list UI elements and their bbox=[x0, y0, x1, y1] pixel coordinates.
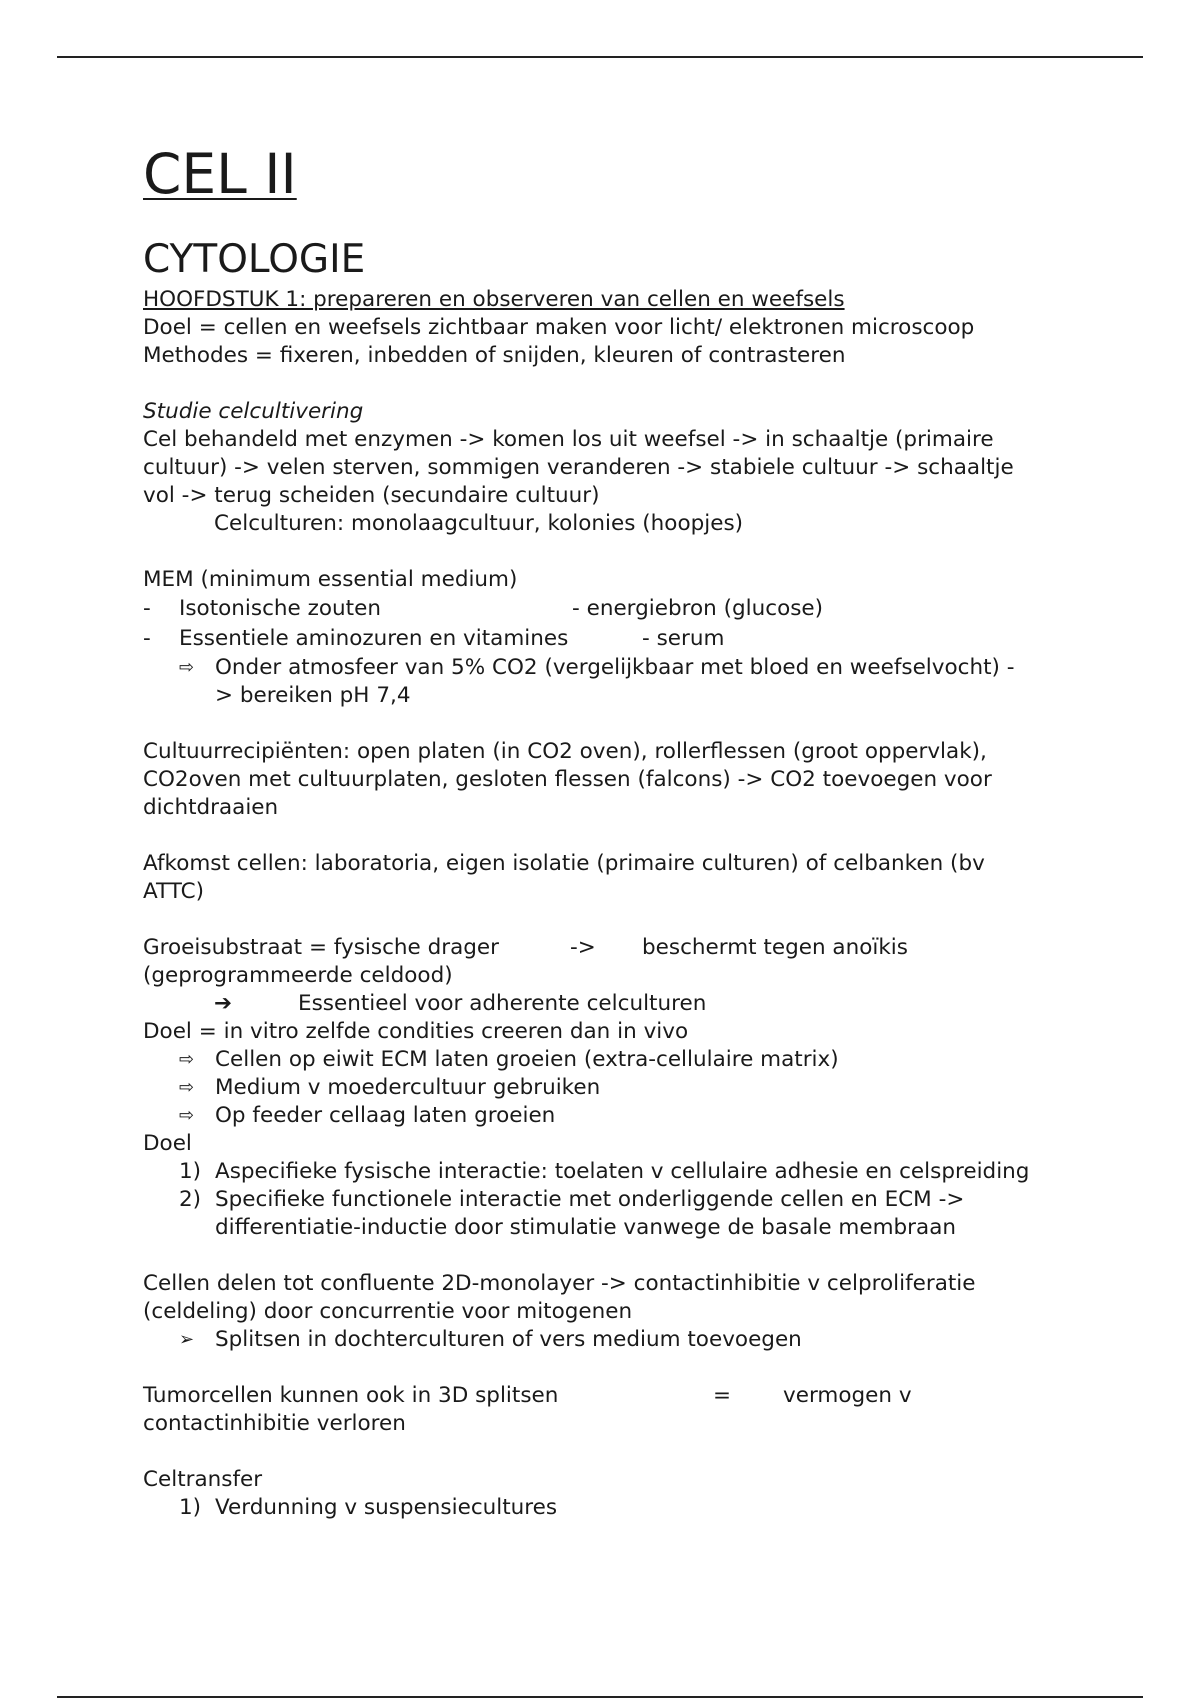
arrow-outline-icon: ⇨ bbox=[179, 657, 195, 678]
paragraph-line: Cellen delen tot confluente 2D-monolayer -> contactinhibitie v celproliferatie bbox=[143, 1271, 976, 1296]
paragraph-line: cultuur) -> velen sterven, sommigen veranderen -> stabiele cultuur -> schaaltje bbox=[143, 455, 1014, 480]
mem-right: - energiebron (glucose) bbox=[572, 596, 824, 621]
paragraph-line: contactinhibitie verloren bbox=[143, 1411, 406, 1436]
groei-part2: beschermt tegen anoïkis bbox=[642, 935, 908, 960]
chapter-heading: HOOFDSTUK 1: prepareren en observeren van cellen en weefsels bbox=[143, 287, 845, 312]
bold-arrow-icon: ➔ bbox=[214, 991, 233, 1016]
paragraph-line: dichtdraaien bbox=[143, 795, 279, 820]
tumor-line bbox=[143, 1382, 1063, 1410]
paragraph-line: (celdeling) door concurrentie voor mitogenen bbox=[143, 1299, 633, 1324]
sub-bullet-line: Cellen op eiwit ECM laten groeien (extra-cellulaire matrix) bbox=[215, 1047, 839, 1072]
sub-bullet-line: Op feeder cellaag laten groeien bbox=[215, 1103, 556, 1128]
sub-bullet-line: > bereiken pH 7,4 bbox=[215, 683, 411, 708]
item-number: 1) bbox=[179, 1495, 202, 1520]
numbered-item bbox=[143, 1158, 1063, 1186]
tumor-part2: vermogen v bbox=[783, 1383, 912, 1408]
studie-heading: Studie celcultivering bbox=[143, 399, 364, 424]
paragraph-line: Afkomst cellen: laboratoria, eigen isolatie (primaire culturen) of celbanken (bv bbox=[143, 851, 985, 876]
sub-bullet bbox=[143, 1074, 1063, 1102]
document-body bbox=[143, 140, 1063, 1522]
mem-row bbox=[143, 624, 1063, 654]
arrow-outline-icon: ⇨ bbox=[179, 1049, 195, 1070]
sub-bullet-line: Medium v moedercultuur gebruiken bbox=[215, 1075, 601, 1100]
dash-marker: - bbox=[143, 626, 151, 651]
mem-left: Isotonische zouten bbox=[179, 596, 381, 621]
mem-right: - serum bbox=[642, 626, 725, 651]
mem-left: Essentiele aminozuren en vitamines bbox=[179, 626, 569, 651]
numbered-item-line: Verdunning v suspensiecultures bbox=[215, 1495, 558, 1520]
sub-bullet bbox=[143, 1326, 1063, 1354]
dash-marker: - bbox=[143, 596, 151, 621]
paragraph-line: vol -> terug scheiden (secundaire cultuur) bbox=[143, 483, 600, 508]
sub-bullet-line: Onder atmosfeer van 5% CO2 (vergelijkbaar met bloed en weefselvocht) - bbox=[215, 655, 1015, 680]
mem-row bbox=[143, 594, 1063, 624]
doel-heading: Doel bbox=[143, 1131, 192, 1156]
paragraph-line: Cel behandeld met enzymen -> komen los uit weefsel -> in schaaltje (primaire bbox=[143, 427, 994, 452]
paragraph-line: CO2oven met cultuurplaten, gesloten flessen (falcons) -> CO2 toevoegen voor bbox=[143, 767, 992, 792]
sub-bullet bbox=[143, 1102, 1063, 1130]
paragraph-line: (geprogrammeerde celdood) bbox=[143, 963, 453, 988]
tumor-eq: = bbox=[713, 1383, 732, 1408]
section-heading: CYTOLOGIE bbox=[143, 237, 366, 282]
numbered-item-line: differentiatie-inductie door stimulatie vanwege de basale membraan bbox=[215, 1215, 956, 1240]
tumor-part1: Tumorcellen kunnen ook in 3D splitsen bbox=[143, 1383, 559, 1408]
intro-line: Doel = cellen en weefsels zichtbaar maken voor licht/ elektronen microscoop bbox=[143, 315, 975, 340]
item-number: 2) bbox=[179, 1187, 202, 1212]
document-title: CEL II bbox=[143, 142, 297, 206]
arrow-bullet bbox=[143, 990, 1063, 1018]
sub-bullet bbox=[143, 1046, 1063, 1074]
numbered-item-line: Aspecifieke fysische interactie: toelaten v cellulaire adhesie en celspreiding bbox=[215, 1159, 1030, 1184]
groei-part1: Groeisubstraat = fysische drager bbox=[143, 935, 499, 960]
numbered-item-line: Specifieke functionele interactie met onderliggende cellen en ECM -> bbox=[215, 1187, 965, 1212]
arrow-outline-icon: ⇨ bbox=[179, 1105, 195, 1126]
arrowhead-bullet-icon: ➢ bbox=[179, 1329, 195, 1350]
paragraph-line: Cultuurrecipiënten: open platen (in CO2 oven), rollerflessen (groot oppervlak), bbox=[143, 739, 987, 764]
top-rule bbox=[57, 56, 1143, 58]
paragraph-line: ATTC) bbox=[143, 879, 205, 904]
item-number: 1) bbox=[179, 1159, 202, 1184]
mem-heading: MEM (minimum essential medium) bbox=[143, 567, 518, 592]
sub-bullet-line: Splitsen in dochterculturen of vers medium toevoegen bbox=[215, 1327, 802, 1352]
groei-arrow: -> bbox=[570, 935, 596, 960]
arrow-outline-icon: ⇨ bbox=[179, 1077, 195, 1098]
groei-line bbox=[143, 934, 1063, 962]
numbered-item bbox=[143, 1186, 1063, 1242]
indented-line: Celculturen: monolaagcultuur, kolonies (hoopjes) bbox=[214, 511, 744, 536]
doel-heading: Doel = in vitro zelfde condities creeren dan in vivo bbox=[143, 1019, 689, 1044]
bottom-rule bbox=[57, 1696, 1143, 1698]
sub-bullet bbox=[143, 654, 1063, 710]
intro-line: Methodes = fixeren, inbedden of snijden, kleuren of contrasteren bbox=[143, 343, 846, 368]
celtransfer-heading: Celtransfer bbox=[143, 1467, 263, 1492]
numbered-item bbox=[143, 1494, 1063, 1522]
arrow-bullet-text: Essentieel voor adherente celculturen bbox=[298, 991, 707, 1016]
